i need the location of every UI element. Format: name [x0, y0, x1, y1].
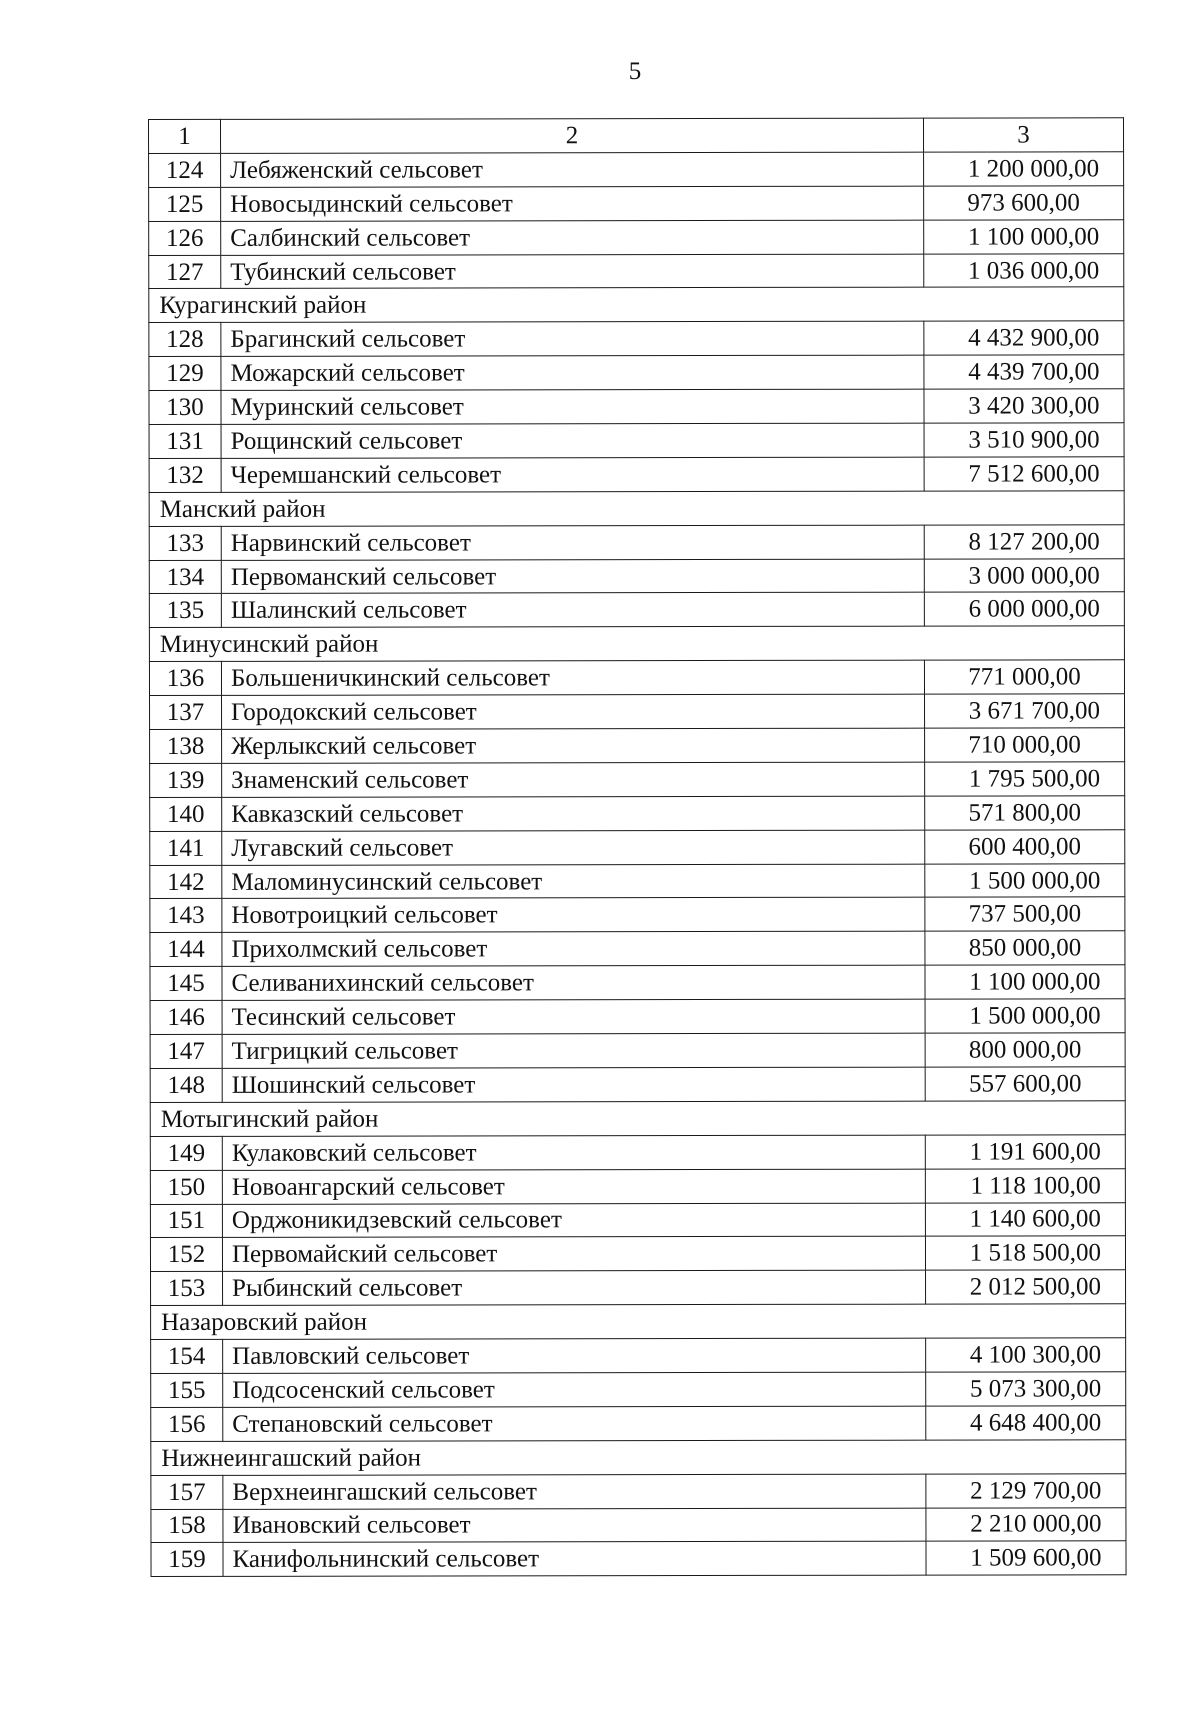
amount-value: 710 000,00: [925, 728, 1125, 762]
amount-value: 850 000,00: [925, 931, 1125, 965]
column-header-number: 1: [149, 119, 221, 153]
table-row: [149, 423, 1124, 459]
district-row: [151, 1440, 1126, 1476]
amount-value: 771 000,00: [924, 660, 1124, 694]
row-number: 151: [150, 1204, 222, 1238]
district-row: [151, 1304, 1126, 1340]
row-number: 138: [150, 729, 222, 763]
table-row: [150, 694, 1125, 730]
table-row: [150, 1033, 1125, 1069]
amount-value: 600 400,00: [925, 829, 1125, 863]
table-row: [149, 389, 1124, 425]
settlement-name: Подсосенский сельсовет: [223, 1372, 926, 1407]
amount-value: 973 600,00: [924, 186, 1124, 220]
amount-value: 3 510 900,00: [924, 423, 1124, 457]
table-row: [150, 762, 1125, 798]
table-row: [149, 558, 1124, 594]
amount-value: 1 518 500,00: [925, 1236, 1125, 1270]
row-number: 148: [150, 1068, 222, 1102]
settlement-name: Лебяженский сельсовет: [221, 152, 924, 187]
table-header-row: [149, 118, 1124, 154]
amount-value: 800 000,00: [925, 1033, 1125, 1067]
amount-value: 8 127 200,00: [924, 524, 1124, 558]
amount-value: 1 500 000,00: [925, 863, 1125, 897]
row-number: 124: [149, 153, 221, 187]
settlement-name: Лугавский сельсовет: [222, 830, 925, 865]
settlement-name: Черемшанский сельсовет: [221, 457, 924, 492]
table-row: [150, 1168, 1125, 1204]
settlement-name: Жерлыкский сельсовет: [222, 728, 925, 763]
row-number: 135: [149, 594, 221, 628]
table-row: [151, 1270, 1126, 1306]
amount-value: 2 012 500,00: [926, 1270, 1126, 1304]
table-row: [151, 1473, 1126, 1509]
table-body: [149, 152, 1126, 1577]
table-row: [150, 863, 1125, 899]
row-number: 143: [150, 899, 222, 933]
settlement-name: Рощинский сельсовет: [221, 423, 924, 458]
table-row: [150, 897, 1125, 933]
amount-value: 2 210 000,00: [926, 1507, 1126, 1541]
amount-value: 3 000 000,00: [924, 558, 1124, 592]
amount-value: 6 000 000,00: [924, 592, 1124, 626]
table-row: [149, 524, 1124, 560]
district-row: [149, 626, 1124, 662]
amount-value: 737 500,00: [925, 897, 1125, 931]
amount-value: 4 100 300,00: [926, 1338, 1126, 1372]
amount-value: 4 439 700,00: [924, 355, 1124, 389]
row-number: 137: [150, 696, 222, 730]
row-number: 140: [150, 797, 222, 831]
district-name: Минусинский район: [149, 626, 1124, 662]
table-row: [149, 321, 1124, 357]
amount-value: 4 432 900,00: [924, 321, 1124, 355]
amount-value: 1 191 600,00: [925, 1135, 1125, 1169]
table-row: [150, 965, 1125, 1001]
amount-value: 1 200 000,00: [924, 152, 1124, 186]
settlement-name: Кулаковский сельсовет: [222, 1135, 925, 1170]
row-number: 125: [149, 187, 221, 221]
settlement-name: Кавказский сельсовет: [222, 796, 925, 831]
amount-value: 2 129 700,00: [926, 1473, 1126, 1507]
table-row: [149, 660, 1124, 696]
amount-value: 1 509 600,00: [926, 1541, 1126, 1575]
amount-value: 1 100 000,00: [924, 219, 1124, 253]
settlement-name: Тесинский сельсовет: [222, 999, 925, 1034]
row-number: 155: [151, 1373, 223, 1407]
settlement-name: Рыбинский сельсовет: [223, 1270, 926, 1305]
settlement-name: Тигрицкий сельсовет: [222, 1033, 925, 1068]
amount-value: 7 512 600,00: [924, 457, 1124, 491]
table-row: [149, 592, 1124, 628]
settlement-name: Знаменский сельсовет: [222, 762, 925, 797]
table-row: [150, 931, 1125, 967]
settlement-name: Верхнеингашский сельсовет: [223, 1474, 926, 1509]
row-number: 142: [150, 865, 222, 899]
settlement-name: Новоангарский сельсовет: [222, 1169, 925, 1204]
row-number: 130: [149, 390, 221, 424]
amount-value: 1 100 000,00: [925, 965, 1125, 999]
settlement-name: Салбинский сельсовет: [221, 220, 924, 255]
row-number: 127: [149, 255, 221, 289]
settlement-name: Большеничкинский сельсовет: [221, 660, 924, 695]
settlement-name: Муринский сельсовет: [221, 389, 924, 424]
amount-value: 5 073 300,00: [926, 1372, 1126, 1406]
settlement-name: Прихолмский сельсовет: [222, 932, 925, 967]
table-row: [149, 219, 1124, 255]
table-row: [151, 1338, 1126, 1374]
settlement-name: Маломинусинский сельсовет: [222, 864, 925, 899]
settlement-name: Павловский сельсовет: [223, 1338, 926, 1373]
row-number: 158: [151, 1509, 223, 1543]
amount-value: 557 600,00: [925, 1067, 1125, 1101]
table-row: [149, 152, 1124, 188]
table-row: [151, 1372, 1126, 1408]
settlement-name: Селиванихинский сельсовет: [222, 965, 925, 1000]
table-row: [150, 1236, 1125, 1272]
table-row: [150, 728, 1125, 764]
row-number: 149: [150, 1136, 222, 1170]
row-number: 156: [151, 1407, 223, 1441]
table-row: [150, 1067, 1125, 1103]
district-name: Нижнеингашский район: [151, 1440, 1126, 1476]
row-number: 150: [150, 1170, 222, 1204]
row-number: 147: [150, 1034, 222, 1068]
table-row: [151, 1507, 1126, 1543]
settlement-name: Первомайский сельсовет: [222, 1237, 925, 1272]
row-number: 134: [149, 560, 221, 594]
row-number: 136: [149, 662, 221, 696]
district-row: [150, 1101, 1125, 1137]
table-row: [150, 1202, 1125, 1238]
amount-value: 3 420 300,00: [924, 389, 1124, 423]
settlement-name: Шалинский сельсовет: [221, 593, 924, 628]
settlement-name: Орджоникидзевский сельсовет: [222, 1203, 925, 1238]
settlement-name: Шошинский сельсовет: [222, 1067, 925, 1102]
settlement-name: Новотроицкий сельсовет: [222, 898, 925, 933]
settlement-name: Городокский сельсовет: [222, 694, 925, 729]
table-row: [149, 457, 1124, 493]
table-row: [149, 253, 1124, 289]
row-number: 131: [149, 424, 221, 458]
settlement-name: Нарвинский сельсовет: [221, 525, 924, 560]
table-row: [150, 999, 1125, 1035]
row-number: 153: [151, 1272, 223, 1306]
table-row: [150, 1135, 1125, 1171]
settlement-name: Ивановский сельсовет: [223, 1508, 926, 1543]
table-row: [151, 1541, 1126, 1577]
settlement-name: Канифольнинский сельсовет: [223, 1542, 926, 1577]
settlement-name: Можарский сельсовет: [221, 355, 924, 390]
amount-value: 1 500 000,00: [925, 999, 1125, 1033]
district-name: Назаровский район: [151, 1304, 1126, 1340]
row-number: 152: [150, 1238, 222, 1272]
table-row: [150, 796, 1125, 832]
row-number: 129: [149, 357, 221, 391]
amount-value: 1 140 600,00: [925, 1202, 1125, 1236]
row-number: 128: [149, 323, 221, 357]
row-number: 159: [151, 1543, 223, 1577]
table-row: [150, 829, 1125, 865]
column-header-name: 2: [221, 118, 924, 153]
settlement-name: Брагинский сельсовет: [221, 321, 924, 356]
amount-value: 3 671 700,00: [925, 694, 1125, 728]
row-number: 144: [150, 933, 222, 967]
column-header-amount: 3: [923, 118, 1123, 152]
row-number: 145: [150, 967, 222, 1001]
settlement-name: Степановский сельсовет: [223, 1406, 926, 1441]
row-number: 133: [149, 526, 221, 560]
table-row: [151, 1406, 1126, 1442]
amount-value: 1 795 500,00: [925, 762, 1125, 796]
row-number: 126: [149, 221, 221, 255]
district-row: [149, 287, 1124, 323]
table-row: [149, 186, 1124, 222]
row-number: 157: [151, 1475, 223, 1509]
budget-table: [148, 117, 1127, 1577]
settlement-name: Новосыдинский сельсовет: [221, 186, 924, 221]
district-name: Курагинский район: [149, 287, 1124, 323]
row-number: 139: [150, 763, 222, 797]
settlement-name: Первоманский сельсовет: [221, 559, 924, 594]
row-number: 141: [150, 831, 222, 865]
page-number: 5: [628, 58, 642, 85]
amount-value: 4 648 400,00: [926, 1406, 1126, 1440]
row-number: 146: [150, 1001, 222, 1035]
table-row: [149, 355, 1124, 391]
row-number: 154: [151, 1339, 223, 1373]
amount-value: 1 036 000,00: [924, 253, 1124, 287]
district-row: [149, 491, 1124, 527]
amount-value: 1 118 100,00: [925, 1168, 1125, 1202]
settlement-name: Тубинский сельсовет: [221, 254, 924, 289]
amount-value: 571 800,00: [925, 796, 1125, 830]
row-number: 132: [149, 458, 221, 492]
district-name: Мотыгинский район: [150, 1101, 1125, 1137]
district-name: Манский район: [149, 491, 1124, 527]
